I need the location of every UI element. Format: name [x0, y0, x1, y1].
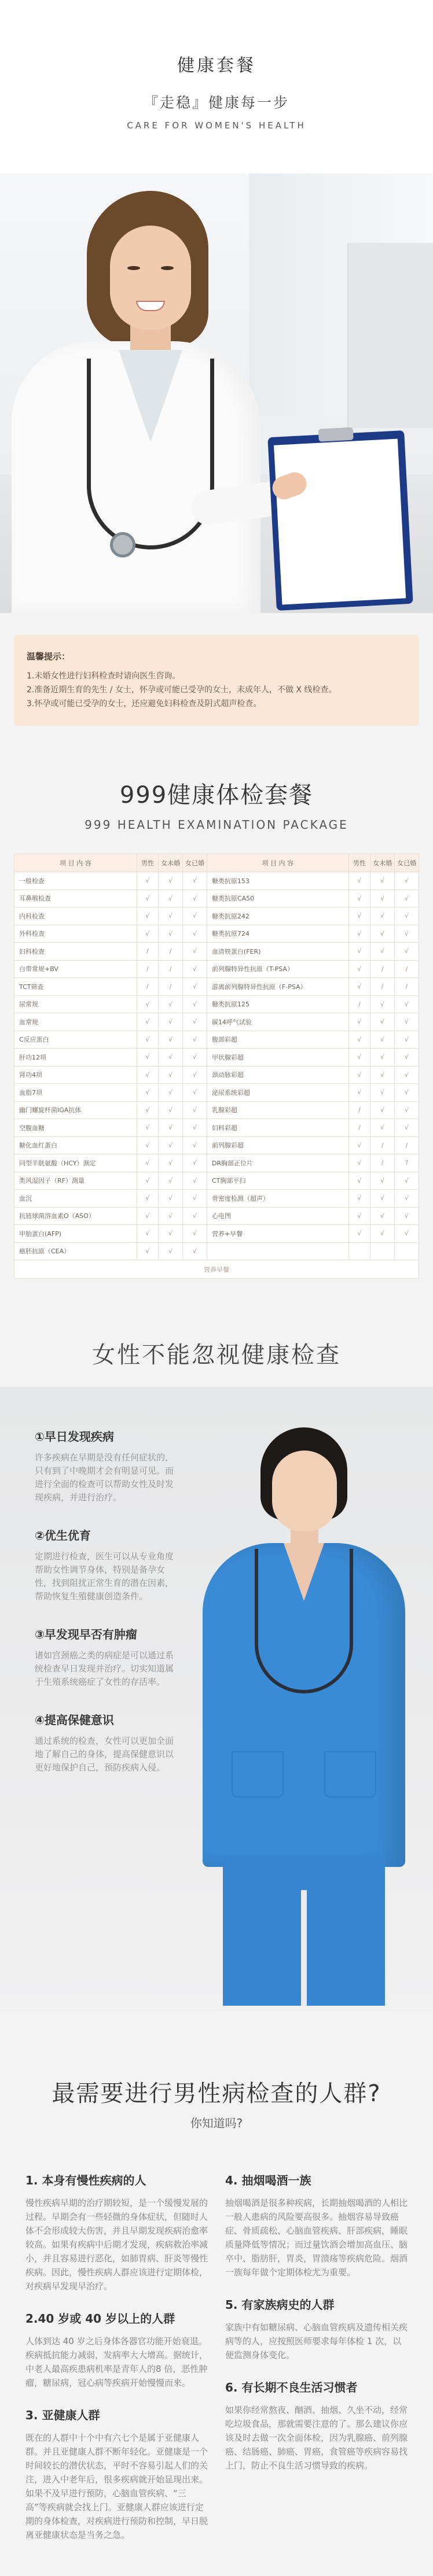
men-item-text: 既在的人群中十个中有六七个是属于亚健康人群。并且亚健康人群不断年轻化。亚健康是一个时间较长的潜伏状态，平时不容易引起人们的关注，进入中老年后，很多疾病就开始显现出来。如果不及早进行预防，心脑血管疾病、“三高”等疾病就会找上门。亚健康人群应该进行定期的身体检查，对疾病进行预防和控制，早日脱离亚健康状态是当务之急。	[25, 2433, 208, 2540]
table-cell-item: 妇科检查	[14, 943, 137, 961]
table-cell-mark: /	[348, 1119, 370, 1137]
table-row	[14, 978, 419, 996]
table-cell-item: 甲胎蛋白(AFP)	[14, 1225, 137, 1243]
men-item-text: 家族中有如糖尿病、心脑血管疾病及遗传相关疾病等的人，应按照医师要求每年体检 1 次，以便监测身体变化。	[225, 2322, 408, 2360]
table-cell-mark	[348, 1242, 370, 1260]
table-cell-mark: /	[348, 995, 370, 1013]
table-cell-mark: √	[183, 1154, 207, 1172]
table-cell-mark: √	[137, 872, 158, 890]
table-cell-item: 泌尿系统彩超	[207, 1084, 348, 1102]
doctor-eye-left	[127, 266, 140, 270]
table-cell-mark: √	[183, 1172, 207, 1190]
table-cell-mark: √	[183, 1013, 207, 1031]
table-cell-mark: √	[370, 1084, 395, 1102]
nurse-face	[272, 1451, 337, 1531]
table-cell-mark: √	[348, 1207, 370, 1225]
table-cell-mark: √	[159, 1207, 183, 1225]
table-cell-mark: /	[370, 1136, 395, 1154]
table-cell-mark: √	[183, 890, 207, 907]
list-item	[225, 2171, 408, 2279]
table-cell-mark: √	[137, 1013, 158, 1031]
doctor-figure	[0, 185, 266, 613]
table-cell-mark: √	[159, 925, 183, 943]
nurse-pocket-left	[232, 1751, 284, 1798]
table-cell-mark: √	[395, 1207, 419, 1225]
table-cell-mark: /	[348, 1101, 370, 1119]
table-footer-row	[14, 1260, 419, 1279]
table-cell-mark: √	[348, 1225, 370, 1243]
table-cell-mark: √	[348, 1190, 370, 1208]
list-item	[25, 2406, 208, 2542]
table-cell-item: 一般检查	[14, 872, 137, 890]
table-cell-mark: √	[137, 1154, 158, 1172]
table-cell-mark: √	[159, 872, 183, 890]
table-cell-mark: √	[370, 943, 395, 961]
list-item	[35, 1625, 179, 1689]
table-row	[14, 1242, 419, 1260]
women-section	[0, 1387, 433, 2012]
table-header-cell: 女未婚	[370, 854, 395, 872]
men-section-subtitle: 你知道吗?	[190, 2116, 243, 2130]
women-point-text: 定期进行检查，医生可以从专业角度帮助女性调节身体，特别是备孕女性，找到阻扰正常生育的潜在因素，帮助恢复生殖健康创造条件。	[35, 1551, 174, 1601]
notice-title: 温馨提示：	[27, 651, 71, 662]
table-cell-mark	[370, 1242, 395, 1260]
table-cell-item: 幽门螺旋杆菌IGA抗体	[14, 1101, 137, 1119]
table-cell-mark: √	[137, 995, 158, 1013]
table-cell-item: CT胸部平扫	[207, 1172, 348, 1190]
table-cell-mark: √	[395, 1101, 419, 1119]
table-row	[14, 1136, 419, 1154]
table-cell-item: 颈动脉彩超	[207, 1066, 348, 1084]
table-cell-item: 外科检查	[14, 925, 137, 943]
table-cell-mark: /	[137, 978, 158, 996]
table-cell-item: 抗链球菌溶血素O（ASO）	[14, 1207, 137, 1225]
men-items-right-column	[225, 2171, 408, 2558]
table-cell-mark: /	[370, 978, 395, 996]
table-cell-mark: √	[137, 907, 158, 925]
men-item-title: 6. 有长期不良生活习惯者	[225, 2381, 358, 2394]
notice-line: 2.准备近期生育的先生 / 女士，怀孕或可能已受孕的女士，未成年人，不做 X 线检查。	[27, 685, 337, 695]
table-cell-mark: √	[395, 1190, 419, 1208]
list-item	[25, 2309, 208, 2390]
table-cell-item: 糖类抗原CA50	[207, 890, 348, 907]
clipboard-icon	[267, 430, 413, 611]
package-table	[14, 854, 419, 1279]
table-cell-mark: √	[159, 1031, 183, 1049]
table-header-cell: 女已婚	[395, 854, 419, 872]
table-cell-mark: √	[348, 978, 370, 996]
table-cell-item	[207, 1242, 348, 1260]
men-item-title: 4. 抽烟喝酒一族	[225, 2173, 311, 2187]
table-cell-mark: /	[137, 943, 158, 961]
table-cell-item: 前列腺彩超	[207, 1136, 348, 1154]
table-cell-mark: √	[137, 890, 158, 907]
table-row	[14, 1207, 419, 1225]
men-items-left-column	[25, 2171, 208, 2558]
hero-image-doctor	[0, 174, 433, 613]
list-item	[35, 1427, 179, 1504]
table-cell-mark: √	[183, 1242, 207, 1260]
table-row	[14, 960, 419, 978]
page-header	[0, 0, 433, 174]
men-items-grid	[25, 2171, 408, 2558]
table-cell-mark: √	[348, 907, 370, 925]
table-cell-mark: √	[183, 995, 207, 1013]
doctor-eye-right	[161, 266, 174, 270]
clipboard-clip	[318, 427, 354, 442]
women-points-list	[35, 1427, 179, 1796]
men-item-title: 1. 本身有慢性疾病的人	[25, 2173, 146, 2187]
table-cell-mark: √	[159, 1066, 183, 1084]
table-cell-mark: √	[395, 1066, 419, 1084]
table-cell-item: 游离前列腺特异性抗原（F-PSA）	[207, 978, 348, 996]
stethoscope-icon	[255, 1549, 353, 1693]
table-cell-mark: √	[159, 1101, 183, 1119]
men-item-text: 如果你经常熬夜、酗酒、抽烟、久坐不动，经常吃垃圾食品，那就需要注意的了。那么建议你应该及时去做一次全面体检，因为乳腺癌、前列腺癌、结肠癌、肺癌、胃癌，食管癌等疾病容易找上门，防止不良生活习惯导致的疾病。	[225, 2405, 408, 2471]
table-cell-mark: √	[348, 943, 370, 961]
table-cell-item: 血清铁蛋白(FER)	[207, 943, 348, 961]
table-cell-mark: √	[370, 1101, 395, 1119]
women-point-title: ①早日发现疾病	[35, 1430, 114, 1444]
table-cell-mark: √	[348, 1084, 370, 1102]
table-row	[14, 890, 419, 907]
notice-line: 1.未婚女性进行妇科检查时请向医生咨询。	[27, 671, 181, 681]
table-cell-mark: √	[395, 872, 419, 890]
page-title: 健康套餐	[177, 56, 256, 76]
table-row	[14, 872, 419, 890]
table-cell-mark: √	[183, 1066, 207, 1084]
table-cell-mark: √	[137, 1084, 158, 1102]
table-cell-mark: √	[183, 1119, 207, 1137]
table-cell-item: 尿常规	[14, 995, 137, 1013]
table-cell-mark: √	[183, 1207, 207, 1225]
table-cell-mark: √	[183, 1049, 207, 1066]
table-cell-mark: √	[370, 890, 395, 907]
table-row	[14, 1049, 419, 1066]
table-cell-mark: √	[348, 1154, 370, 1172]
table-cell-mark: √	[395, 995, 419, 1013]
men-item-text: 人体到达 40 岁之后身体各器官功能开始衰退。疾病抵抗能力减弱，发病率大大增高。据统计，中老人最高疾患病机率是青年人的8 倍，恶性肿瘤，糖尿病，冠心病等疾病开始慢慢而来。	[25, 2336, 208, 2388]
table-row	[14, 1013, 419, 1031]
table-cell-mark: √	[183, 1190, 207, 1208]
package-title: 999健康体检套餐	[119, 782, 314, 809]
table-cell-mark: /	[137, 960, 158, 978]
table-cell-mark: √	[370, 1190, 395, 1208]
table-cell-mark: √	[159, 1119, 183, 1137]
table-cell-mark: √	[370, 1207, 395, 1225]
table-cell-mark: √	[370, 872, 395, 890]
table-row	[14, 1119, 419, 1137]
table-header-cell: 项 目 内 容	[14, 854, 137, 872]
table-cell-mark: √	[395, 1049, 419, 1066]
table-header-row	[14, 854, 419, 872]
table-cell-mark: √	[137, 1225, 158, 1243]
table-cell-mark: √	[137, 1119, 158, 1137]
list-item	[225, 2378, 408, 2472]
nurse-pocket-right	[324, 1751, 376, 1798]
clipboard-paper	[274, 439, 406, 605]
table-cell-mark: /	[370, 1154, 395, 1172]
table-cell-mark: √	[159, 1049, 183, 1066]
table-cell-mark: √	[370, 1013, 395, 1031]
table-cell-mark: √	[395, 907, 419, 925]
table-cell-mark: √	[183, 978, 207, 996]
table-header-cell: 男性	[348, 854, 370, 872]
table-cell-item: 腹部彩超	[207, 1031, 348, 1049]
table-cell-item: 同型半胱氨酸（HCY）测定	[14, 1154, 137, 1172]
table-header-cell: 项 目 内 容	[207, 854, 348, 872]
table-cell-item: 血沉	[14, 1190, 137, 1208]
table-row	[14, 1225, 419, 1243]
women-point-text: 诸如宫颈癌之类的病症是可以通过系统检查早日发现并治疗。切实知道属于生殖系统癌症了女性的存活率。	[35, 1650, 174, 1687]
package-table-wrapper	[14, 854, 419, 1279]
table-row	[14, 1101, 419, 1119]
package-table-body	[14, 872, 419, 1260]
list-item	[35, 1526, 179, 1603]
table-cell-mark: √	[137, 1190, 158, 1208]
table-cell-mark: ?	[395, 1154, 419, 1172]
table-cell-mark: √	[370, 1066, 395, 1084]
table-cell-mark: √	[183, 1136, 207, 1154]
women-point-text: 许多疾病在早期是没有任何症状的，只有到了中晚期才会有明显可见。而进行全面的检查可以帮助女性及时发现疾病，并进行治疗。	[35, 1452, 174, 1503]
table-header-cell: 女已婚	[183, 854, 207, 872]
table-cell-mark: /	[159, 943, 183, 961]
table-header-cell: 男性	[137, 854, 158, 872]
women-point-title: ④提高保健意识	[35, 1713, 114, 1727]
table-cell-mark: √	[370, 925, 395, 943]
list-item	[35, 1711, 179, 1774]
table-row	[14, 1154, 419, 1172]
table-cell-item: 前列腺特异性抗原（T-PSA）	[207, 960, 348, 978]
table-cell-mark: √	[159, 995, 183, 1013]
table-cell-item: 甲状腺彩超	[207, 1049, 348, 1066]
table-cell-mark: √	[395, 1084, 419, 1102]
notice-line: 3.怀孕或可能已受孕的女士，还应避免妇科检查及阴式超声检查。	[27, 699, 262, 708]
table-row	[14, 1190, 419, 1208]
table-cell-mark: √	[183, 1225, 207, 1243]
men-item-text: 抽烟喝酒是很多种疾病，长期抽烟喝酒的人相比一般人患病的风险要高很多。抽烟容易导致癌症、骨质疏松、心脑血管疾病、肝部疾病，睡眠质量降低等情况；而过量饮酒会增加高血压、脑卒中、脂肪肝，胃炎，胃溃疡等疾病危险。烟酒一族每年做个定期体检尤为重要。	[225, 2198, 408, 2278]
nurse-figure-image	[168, 1427, 423, 2006]
stethoscope-chestpiece-icon	[110, 532, 135, 558]
page-tagline: CARE FOR WOMEN'S HEALTH	[127, 120, 306, 131]
table-row	[14, 907, 419, 925]
notice-box	[14, 635, 419, 726]
table-cell-item: 肾功4项	[14, 1066, 137, 1084]
doctor-face	[110, 226, 191, 330]
men-item-title: 5. 有家族病史的人群	[225, 2298, 335, 2312]
table-cell-mark: √	[370, 995, 395, 1013]
table-cell-item: 妇科彩超	[207, 1119, 348, 1137]
table-cell-item: 耳鼻喉检查	[14, 890, 137, 907]
table-row	[14, 925, 419, 943]
table-cell-item: 癌胚抗原（CEA）	[14, 1242, 137, 1260]
table-row	[14, 995, 419, 1013]
table-cell-item: 内科检查	[14, 907, 137, 925]
table-cell-mark: √	[370, 1172, 395, 1190]
table-cell-mark: √	[183, 1031, 207, 1049]
men-item-text: 慢性疾病早期的治疗期较短，是一个缓慢发展的过程。早期会有一些轻微的身体症状，但随时人体不会形成较大伤害，并且早期发现疾病治愈率较高。如果有疾病中后期才发现，疾病救治率减小，并且容易进行恶化，如肺胃病、肝炎等慢性疾病。因此，慢性疾病人群应该进行定期体检，对疾病早发现早治疗。	[25, 2198, 208, 2291]
table-cell-mark: √	[159, 1154, 183, 1172]
table-cell-item: C反应蛋白	[14, 1031, 137, 1049]
table-cell-mark: √	[137, 1031, 158, 1049]
list-item	[225, 2295, 408, 2362]
table-cell-mark: √	[395, 1031, 419, 1049]
table-cell-mark: √	[159, 1190, 183, 1208]
table-cell-item: 心电图	[207, 1207, 348, 1225]
table-header-cell: 女未婚	[159, 854, 183, 872]
table-cell-mark: √	[348, 1172, 370, 1190]
table-cell-item: 骨密度检测（超声）	[207, 1190, 348, 1208]
table-cell-mark: √	[137, 1207, 158, 1225]
table-cell-item: 类风湿因子（RF）测量	[14, 1172, 137, 1190]
table-row	[14, 1172, 419, 1190]
table-cell-item: DR胸部正位片	[207, 1154, 348, 1172]
table-cell-mark: /	[395, 978, 419, 996]
table-cell-mark: √	[348, 960, 370, 978]
table-cell-mark: √	[395, 1225, 419, 1243]
table-cell-mark: √	[348, 872, 370, 890]
list-item	[25, 2171, 208, 2293]
table-cell-mark: √	[183, 907, 207, 925]
table-row	[14, 943, 419, 961]
table-cell-mark: √	[348, 1066, 370, 1084]
table-cell-mark	[395, 1242, 419, 1260]
table-cell-mark: √	[183, 943, 207, 961]
hero-background-cabinet	[347, 243, 433, 428]
table-row	[14, 1084, 419, 1102]
men-item-title: 3. 亚健康人群	[25, 2408, 100, 2422]
table-cell-mark: √	[183, 960, 207, 978]
table-cell-mark: /	[370, 960, 395, 978]
table-cell-mark: √	[395, 1172, 419, 1190]
table-cell-item: 碳14呼气试验	[207, 1013, 348, 1031]
package-heading	[0, 777, 433, 832]
table-cell-mark: √	[159, 1172, 183, 1190]
table-cell-mark: √	[348, 1049, 370, 1066]
table-cell-item: 糖类抗原724	[207, 925, 348, 943]
table-cell-mark: √	[183, 925, 207, 943]
table-cell-mark: √	[348, 1013, 370, 1031]
table-cell-mark: √	[159, 1136, 183, 1154]
table-cell-item: 血脂7项	[14, 1084, 137, 1102]
women-point-title: ③早发现早否有肿瘤	[35, 1627, 137, 1641]
men-item-title: 2.40 岁或 40 岁以上的人群	[25, 2312, 175, 2326]
page-subtitle: 『走稳』健康每一步	[143, 94, 289, 111]
package-subtitle: 999 HEALTH EXAMINATION PACKAGE	[85, 818, 348, 832]
table-cell-item: 糖类抗原125	[207, 995, 348, 1013]
table-cell-item: 白带常规+BV	[14, 960, 137, 978]
table-cell-mark: √	[159, 1084, 183, 1102]
table-footer-cell: 营养早餐	[14, 1260, 419, 1279]
table-cell-mark: √	[395, 1013, 419, 1031]
table-cell-mark: √	[395, 925, 419, 943]
table-cell-item: 乳腺彩超	[207, 1101, 348, 1119]
table-cell-mark: √	[183, 872, 207, 890]
nurse-pants-gap	[301, 1890, 307, 2006]
women-point-title: ②优生优育	[35, 1529, 91, 1542]
table-row	[14, 1031, 419, 1049]
table-cell-item: 营养+早餐	[207, 1225, 348, 1243]
table-cell-mark: √	[348, 1031, 370, 1049]
table-cell-item: 糖化血红蛋白	[14, 1136, 137, 1154]
table-cell-mark: /	[395, 1136, 419, 1154]
table-cell-item: 空腹血糖	[14, 1119, 137, 1137]
table-cell-mark: √	[395, 943, 419, 961]
table-cell-mark: √	[137, 1101, 158, 1119]
stethoscope-icon	[87, 359, 214, 549]
women-section-title: 女性不能忽视健康检查	[92, 1342, 341, 1368]
table-cell-mark: /	[159, 960, 183, 978]
table-cell-item: 肝功12项	[14, 1049, 137, 1066]
table-cell-mark: √	[395, 890, 419, 907]
table-cell-mark: √	[348, 1136, 370, 1154]
table-cell-item: 血常规	[14, 1013, 137, 1031]
table-cell-mark: √	[159, 1242, 183, 1260]
table-cell-mark: √	[159, 1013, 183, 1031]
table-cell-mark: √	[370, 1119, 395, 1137]
table-cell-mark: √	[348, 890, 370, 907]
table-cell-mark: √	[137, 1066, 158, 1084]
women-point-text: 通过系统的检查，女性可以更加全面地了解自己的身体，提高保健意识以更好地保护自己，预防疾病入侵。	[35, 1736, 174, 1773]
table-cell-mark: √	[370, 907, 395, 925]
table-cell-mark: √	[183, 1084, 207, 1102]
table-cell-mark: √	[137, 1242, 158, 1260]
table-cell-mark: √	[159, 1225, 183, 1243]
table-cell-mark: √	[137, 1049, 158, 1066]
table-cell-mark: /	[395, 960, 419, 978]
table-cell-mark: √	[159, 907, 183, 925]
table-cell-mark: √	[370, 1049, 395, 1066]
table-cell-mark: √	[370, 1225, 395, 1243]
table-cell-mark: √	[137, 1136, 158, 1154]
table-cell-mark: √	[183, 1101, 207, 1119]
table-cell-item: TCT筛查	[14, 978, 137, 996]
table-cell-mark: √	[348, 925, 370, 943]
table-cell-item: 糖类抗原153	[207, 872, 348, 890]
table-cell-mark: √	[395, 1119, 419, 1137]
table-cell-mark: √	[370, 1031, 395, 1049]
table-cell-mark: /	[159, 978, 183, 996]
men-section	[0, 2012, 433, 2558]
table-row	[14, 1066, 419, 1084]
table-cell-mark: √	[159, 890, 183, 907]
table-cell-item: 糖类抗原242	[207, 907, 348, 925]
men-section-title: 最需要进行男性病检查的人群?	[52, 2080, 381, 2107]
table-cell-mark: √	[137, 1172, 158, 1190]
table-cell-mark: √	[137, 925, 158, 943]
